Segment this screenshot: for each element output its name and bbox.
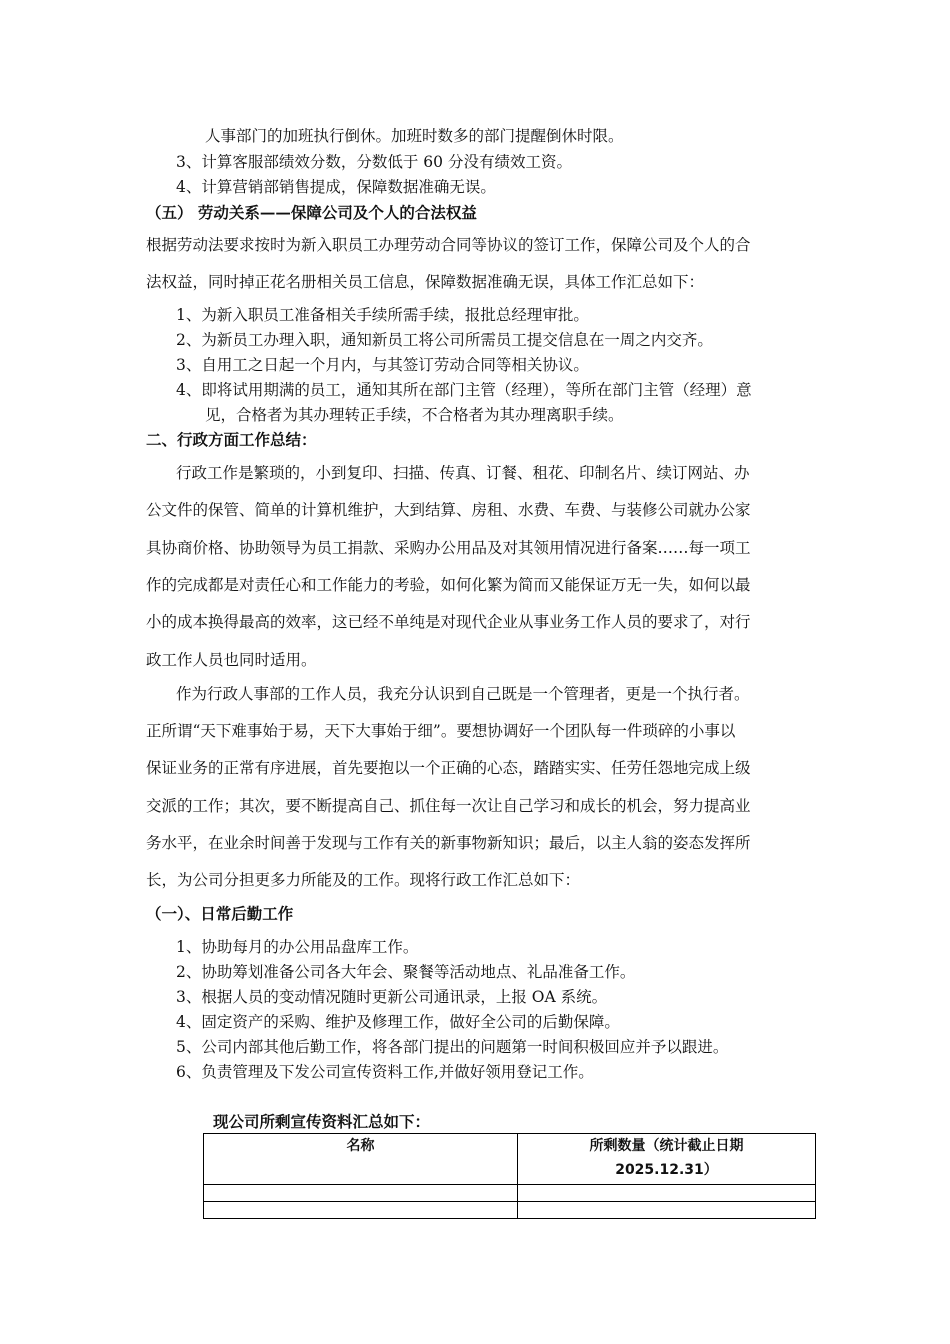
list-item: 5、公司内部其他后勤工作，将各部门提出的问题第一时间积极回应并予以跟进。 [176, 1038, 729, 1056]
paragraph-line: 正所谓“天下难事始于易，天下大事始于细”。要想协调好一个团队每一件琐碎的小事以 [146, 722, 736, 740]
paragraph-line: 保证业务的正常有序进展，首先要抱以一个正确的心态，踏踏实实、任劳任怨地完成上级 [146, 759, 751, 777]
table-row [204, 1202, 816, 1219]
table-cell [518, 1202, 816, 1219]
list-item: 1、为新入职员工准备相关手续所需手续，报批总经理审批。 [176, 306, 589, 324]
paragraph-line: 人事部门的加班执行倒休。加班时数多的部门提醒倒休时限。 [205, 127, 624, 145]
list-item: 6、负责管理及下发公司宣传资料工作,并做好领用登记工作。 [176, 1063, 594, 1081]
list-item: 2、为新员工办理入职，通知新员工将公司所需员工提交信息在一周之内交齐。 [176, 331, 713, 349]
paragraph-line: 行政工作是繁琐的，小到复印、扫描、传真、订餐、租花、印制名片、续订网站、办 [176, 464, 750, 482]
section-heading: （五） 劳动关系——保障公司及个人的合法权益 [146, 203, 477, 222]
paragraph-line: 公文件的保管、简单的计算机维护，大到结算、房租、水费、车费、与装修公司就办公家 [146, 501, 751, 519]
list-item: 2、协助筹划准备公司各大年会、聚餐等活动地点、礼品准备工作。 [176, 963, 636, 981]
paragraph-line: 作的完成都是对责任心和工作能力的考验，如何化繁为简而又能保证万无一失，如何以最 [146, 576, 751, 594]
header-name: 名称 [204, 1134, 518, 1185]
list-item: 1、协助每月的办公用品盘库工作。 [176, 938, 419, 956]
table-cell [204, 1202, 518, 1219]
paragraph-line: 小的成本换得最高的效率，这已经不单纯是对现代企业从事业务工作人员的要求了，对行 [146, 613, 751, 631]
paragraph-line: 务水平，在业余时间善于发现与工作有关的新事物新知识；最后，以主人翁的姿态发挥所 [146, 834, 751, 852]
header-remaining-line1: 所剩数量（统计截止日期 [589, 1138, 744, 1154]
table-cell [204, 1185, 518, 1202]
table-caption: 现公司所剩宣传资料汇总如下： [213, 1112, 431, 1131]
paragraph-line: 根据劳动法要求按时为新入职员工办理劳动合同等协议的签订工作，保障公司及个人的合 [146, 236, 751, 254]
list-item: 4、计算营销部销售提成，保障数据准确无误。 [176, 178, 496, 196]
paragraph-line: 具协商价格、协助领导为员工捐款、采购办公用品及对其领用情况进行备案……每一项工 [146, 539, 751, 557]
section-heading: （一）、日常后勤工作 [146, 904, 294, 923]
list-item: 3、自用工之日起一个月内，与其签订劳动合同等相关协议。 [176, 356, 589, 374]
list-item: 4、固定资产的采购、维护及修理工作，做好全公司的后勤保障。 [176, 1013, 620, 1031]
list-item: 3、计算客服部绩效分数，分数低于 60 分没有绩效工资。 [176, 153, 572, 171]
section-heading: 二、行政方面工作总结： [146, 430, 317, 449]
header-remaining-line2: 2025.12.31） [615, 1162, 718, 1178]
paragraph-line: 政工作人员也同时适用。 [146, 651, 317, 669]
list-item: 4、即将试用期满的员工，通知其所在部门主管（经理），等所在部门主管（经理）意 [176, 381, 752, 399]
header-remaining-quantity [518, 1134, 816, 1185]
table-cell [518, 1185, 816, 1202]
paragraph-line: 法权益，同时掉正花名册相关员工信息，保障数据准确无误，具体工作汇总如下： [146, 273, 705, 291]
paragraph-line: 交派的工作；其次，要不断提高自己、抓住每一次让自己学习和成长的机会，努力提高业 [146, 797, 751, 815]
paragraph-line: 作为行政人事部的工作人员，我充分认识到自己既是一个管理者，更是一个执行者。 [176, 685, 750, 703]
list-item: 3、根据人员的变动情况随时更新公司通讯录，上报 OA 系统。 [176, 988, 608, 1006]
table-header-row [204, 1134, 816, 1185]
paragraph-line: 长，为公司分担更多力所能及的工作。现将行政工作汇总如下： [146, 871, 581, 889]
table-row [204, 1185, 816, 1202]
list-item-continuation: 见，合格者为其办理转正手续，不合格者为其办理离职手续。 [205, 406, 624, 424]
materials-table [203, 1133, 816, 1219]
